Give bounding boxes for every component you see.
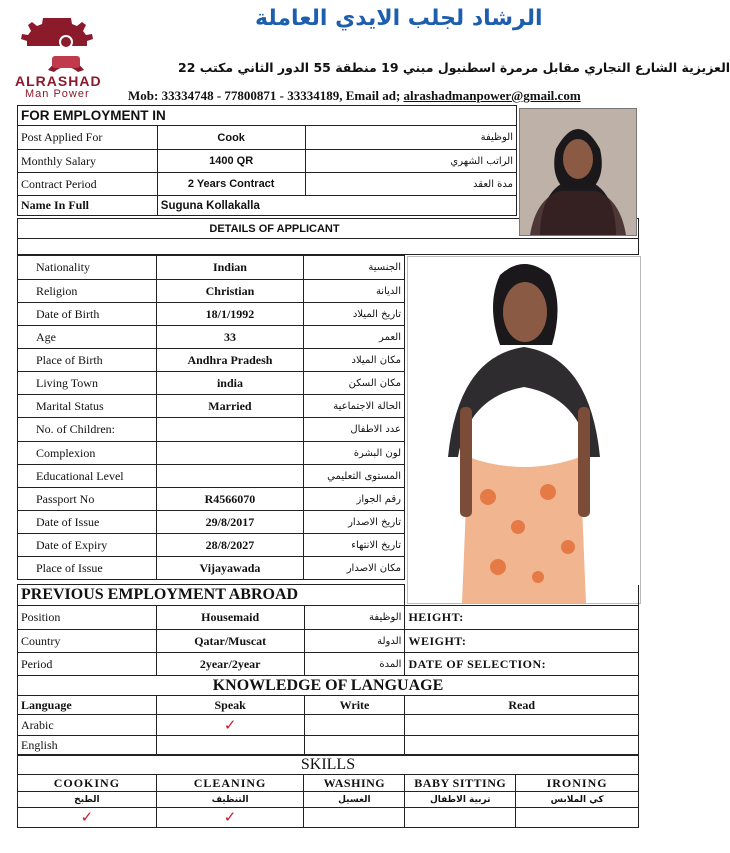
- prev-label: Country: [18, 630, 157, 653]
- read-cell: [405, 715, 639, 736]
- contact-line: [128, 88, 581, 104]
- date-of-selection-label: DATE OF SELECTION:: [405, 653, 639, 676]
- prev-label-arabic: الوظيفة: [304, 606, 405, 630]
- skill-check-icon: ✓: [156, 808, 304, 828]
- detail-label: Date of Birth: [18, 303, 157, 326]
- detail-label-arabic: عدد الاطفال: [304, 418, 405, 442]
- detail-label-arabic: المستوى التعليمي: [304, 465, 405, 488]
- detail-label-arabic: رقم الجواز: [304, 488, 405, 511]
- detail-label-arabic: تاريخ الميلاد: [304, 303, 405, 326]
- detail-label: Place of Issue: [18, 557, 157, 580]
- company-address-arabic: العزيزية الشارع التجاري مقابل مرمرة اسطنبول مبني 19 منطقة 55 الدور الثاني مكتب 22: [178, 60, 730, 75]
- detail-label-arabic: مكان السكن: [304, 372, 405, 395]
- detail-label-arabic: تاريخ الانتهاء: [304, 534, 405, 557]
- detail-value: Vijayawada: [156, 557, 303, 580]
- applicant-photo-small: [519, 108, 637, 236]
- detail-value: [156, 465, 303, 488]
- detail-label: No. of Children:: [18, 418, 157, 442]
- detail-row: [18, 303, 405, 326]
- detail-label: Living Town: [18, 372, 157, 395]
- read-cell: [405, 736, 639, 755]
- detail-row: [18, 511, 405, 534]
- language-name: English: [18, 736, 157, 755]
- skill-name-arabic: تربية الاطفال: [405, 792, 516, 808]
- detail-label-arabic: تاريخ الاصدار: [304, 511, 405, 534]
- skill-name: CLEANING: [156, 775, 304, 792]
- skill-name: IRONING: [516, 775, 639, 792]
- field-label: Monthly Salary: [18, 150, 158, 173]
- blank-cell: [405, 585, 639, 606]
- detail-row: [18, 442, 405, 465]
- detail-label: Age: [18, 326, 157, 349]
- detail-label: Passport No: [18, 488, 157, 511]
- prev-label: Position: [18, 606, 157, 630]
- detail-row: [18, 280, 405, 303]
- detail-label-arabic: مكان الاصدار: [304, 557, 405, 580]
- logo-subtitle: Man Power: [25, 88, 90, 100]
- field-label: Post Applied For: [18, 126, 158, 150]
- weight-label: WEIGHT:: [405, 630, 639, 653]
- field-value: 2 Years Contract: [157, 173, 305, 196]
- details-section-title: DETAILS OF APPLICANT: [18, 219, 639, 239]
- language-header: Language: [18, 696, 157, 715]
- skill-check-icon: [304, 808, 405, 828]
- detail-value: Christian: [156, 280, 303, 303]
- detail-row: [18, 534, 405, 557]
- language-name: Arabic: [18, 715, 157, 736]
- skill-check-icon: [516, 808, 639, 828]
- prev-label-arabic: الدولة: [304, 630, 405, 653]
- field-value: 1400 QR: [157, 150, 305, 173]
- skill-check-icon: [405, 808, 516, 828]
- detail-value: [156, 442, 303, 465]
- applicant-photo-full: [407, 256, 641, 604]
- prev-value: Housemaid: [156, 606, 304, 630]
- detail-label: Religion: [18, 280, 157, 303]
- field-label-arabic: الراتب الشهري: [305, 150, 516, 173]
- detail-row: [18, 465, 405, 488]
- detail-label-arabic: الجنسية: [304, 256, 405, 280]
- detail-value: 33: [156, 326, 303, 349]
- detail-label: Date of Expiry: [18, 534, 157, 557]
- detail-row: [18, 557, 405, 580]
- detail-label-arabic: العمر: [304, 326, 405, 349]
- speak-header: Speak: [156, 696, 304, 715]
- detail-row: [18, 372, 405, 395]
- detail-row: [18, 488, 405, 511]
- name-value: Suguna Kollakalla: [157, 196, 516, 216]
- name-label: Name In Full: [18, 196, 158, 216]
- detail-row: [18, 349, 405, 372]
- employment-table: [17, 105, 517, 216]
- spacer-row: [18, 239, 639, 255]
- skill-name-arabic: كي الملابس: [516, 792, 639, 808]
- details-table: [17, 255, 405, 580]
- full-portrait-icon: [408, 257, 640, 603]
- detail-label-arabic: لون البشرة: [304, 442, 405, 465]
- prev-label: Period: [18, 653, 157, 676]
- field-label-arabic: مدة العقد: [305, 173, 516, 196]
- company-title-arabic: الرشاد لجلب الايدي العاملة: [255, 6, 543, 31]
- skill-name-arabic: التنظيف: [156, 792, 304, 808]
- speak-cell: [156, 736, 304, 755]
- prev-value: Qatar/Muscat: [156, 630, 304, 653]
- check-icon: ✓: [156, 715, 304, 736]
- detail-row: [18, 418, 405, 442]
- skill-name-arabic: الطبخ: [18, 792, 157, 808]
- skills-section-title: SKILLS: [18, 756, 639, 775]
- detail-value: 29/8/2017: [156, 511, 303, 534]
- skills-table: [17, 755, 639, 828]
- detail-value: Andhra Pradesh: [156, 349, 303, 372]
- detail-row: [18, 326, 405, 349]
- detail-label: Nationality: [18, 256, 157, 280]
- contact-phones: Mob: 33334748 - 77800871 - 33334189, Email ad;: [128, 88, 404, 103]
- detail-label: Educational Level: [18, 465, 157, 488]
- detail-label-arabic: الديانة: [304, 280, 405, 303]
- detail-label: Date of Issue: [18, 511, 157, 534]
- detail-value: [156, 418, 303, 442]
- write-cell: [304, 715, 405, 736]
- logo-name: ALRASHAD: [15, 73, 102, 89]
- field-value: Cook: [157, 126, 305, 150]
- field-label: Contract Period: [18, 173, 158, 196]
- detail-label-arabic: مكان الميلاد: [304, 349, 405, 372]
- field-label-arabic: الوظيفة: [305, 126, 516, 150]
- skill-name: WASHING: [304, 775, 405, 792]
- detail-value: india: [156, 372, 303, 395]
- height-label: HEIGHT:: [405, 606, 639, 630]
- previous-employment-table: [17, 584, 639, 676]
- detail-row: [18, 395, 405, 418]
- contact-email[interactable]: alrashadmanpower@gmail.com: [403, 88, 581, 103]
- detail-row: [18, 256, 405, 280]
- detail-label: Complexion: [18, 442, 157, 465]
- previous-section-title: PREVIOUS EMPLOYMENT ABROAD: [18, 585, 405, 606]
- skill-name: BABY SITTING: [405, 775, 516, 792]
- skill-check-icon: ✓: [18, 808, 157, 828]
- employment-section-title: FOR EMPLOYMENT IN: [18, 106, 517, 126]
- detail-value: 28/8/2027: [156, 534, 303, 557]
- detail-label: Marital Status: [18, 395, 157, 418]
- detail-label: Place of Birth: [18, 349, 157, 372]
- skill-name-arabic: الغسيل: [304, 792, 405, 808]
- detail-value: Married: [156, 395, 303, 418]
- write-header: Write: [304, 696, 405, 715]
- prev-value: 2year/2year: [156, 653, 304, 676]
- detail-value: 18/1/1992: [156, 303, 303, 326]
- portrait-icon: [520, 109, 636, 235]
- detail-value: Indian: [156, 256, 303, 280]
- language-section-title: KNOWLEDGE OF LANGUAGE: [18, 676, 639, 696]
- detail-label-arabic: الحالة الاجتماعية: [304, 395, 405, 418]
- detail-value: R4566070: [156, 488, 303, 511]
- language-table: [17, 675, 639, 755]
- skill-name: COOKING: [18, 775, 157, 792]
- prev-label-arabic: المدة: [304, 653, 405, 676]
- write-cell: [304, 736, 405, 755]
- read-header: Read: [405, 696, 639, 715]
